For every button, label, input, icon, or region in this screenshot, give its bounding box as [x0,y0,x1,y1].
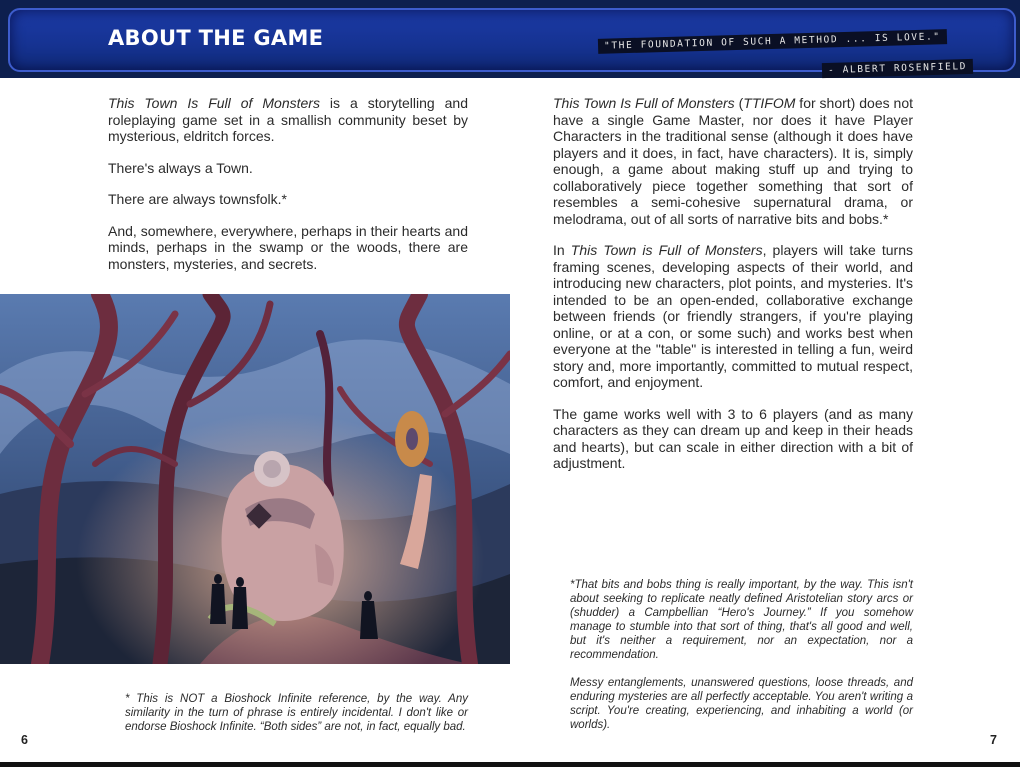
footnote-right-paragraph-1: *That bits and bobs thing is really important, by the way. This isn't about seeking to replicate neatly defined Aristotelian story arcs or (shudder) a Campbellian “Hero's Journey.” If you somehow manage to stumble into that sort of thing, that's all good and well, but it's neither a requirement, nor an expectation, nor a recommendation. [570,579,913,661]
footnote-right-paragraph-2: Messy entanglements, unanswered questions, loose threads, and enduring mysteries are all perfectly acceptable. You aren't writing a script. You're creating, experiencing, and inhabiting a world (or worlds). [570,677,913,731]
right-paragraph-2: In This Town is Full of Monsters, players will take turns framing scenes, developing aspects of their world, and introducing new characters, plot points, and mysteries. It's intended to be an open-ended, collaborative exchange between friends (or friendly strangers, if you're playing online, or at a con, or some such) and works best when everyone at the "table" is interested in telling a fun, weird story and, more importantly, committed to mutual respect, comfort, and enjoyment. [553,242,914,390]
right-column [553,95,913,487]
footnote-left [125,692,468,748]
header-banner [0,0,1020,78]
right-paragraph-3: The game works well with 3 to 6 players (and as many characters as they can dream up and keep in their heads and hearts), but can scale in either direction with a bit of adjustment. [553,405,913,471]
game-abbreviation: TTIFOM [743,95,796,111]
right-paragraph-1: This Town Is Full of Monsters (TTIFOM for short) does not have a single Game Master, nor does it have Player Characters in the traditional sense (although it does have players and it does, in fact, have characters). It is, simply enough, a game about making stuff up and trying to collaboratively piece together something that sort of resembles a semi-cohesive supernatural drama, or melodrama, out of all sorts of narrative bits and bobs.* [553,95,913,227]
left-paragraph-1: This Town Is Full of Monsters is a storytelling and roleplaying game set in a smallish community beset by mysterious, eldritch forces. [108,95,469,144]
bottom-rule [0,762,1020,767]
page-number-left: 6 [21,733,28,747]
footnote-left-text: * This is NOT a Bioshock Infinite reference, by the way. Any similarity in the turn of phrase is entirely incidental. I don't like or endorse Bioshock Infinite. “Both sides” are not, in fact, equally bad. [125,693,468,733]
left-paragraph-2: There's always a Town. [108,159,253,176]
illustration-stone-head-forest [0,294,510,664]
game-title: This Town is Full of Monsters [570,242,763,258]
epigraph-quote: "THE FOUNDATION OF SUCH A METHOD ... IS LOVE." [598,29,947,54]
left-paragraph-4: And, somewhere, everywhere, perhaps in their hearts and minds, perhaps in the swamp or the woods, there are monsters, mysteries, and secrets. [108,222,468,272]
footnote-right [570,578,913,746]
game-title: This Town Is Full of Monsters [553,95,735,111]
epigraph-attribution: - ALBERT ROSENFIELD [822,59,973,78]
left-column [108,95,468,287]
left-paragraph-3: There are always townsfolk.* [108,191,287,207]
page-number-right: 7 [990,733,997,747]
page-title: ABOUT THE GAME [108,26,324,50]
game-title: This Town Is Full of Monsters [108,95,320,111]
